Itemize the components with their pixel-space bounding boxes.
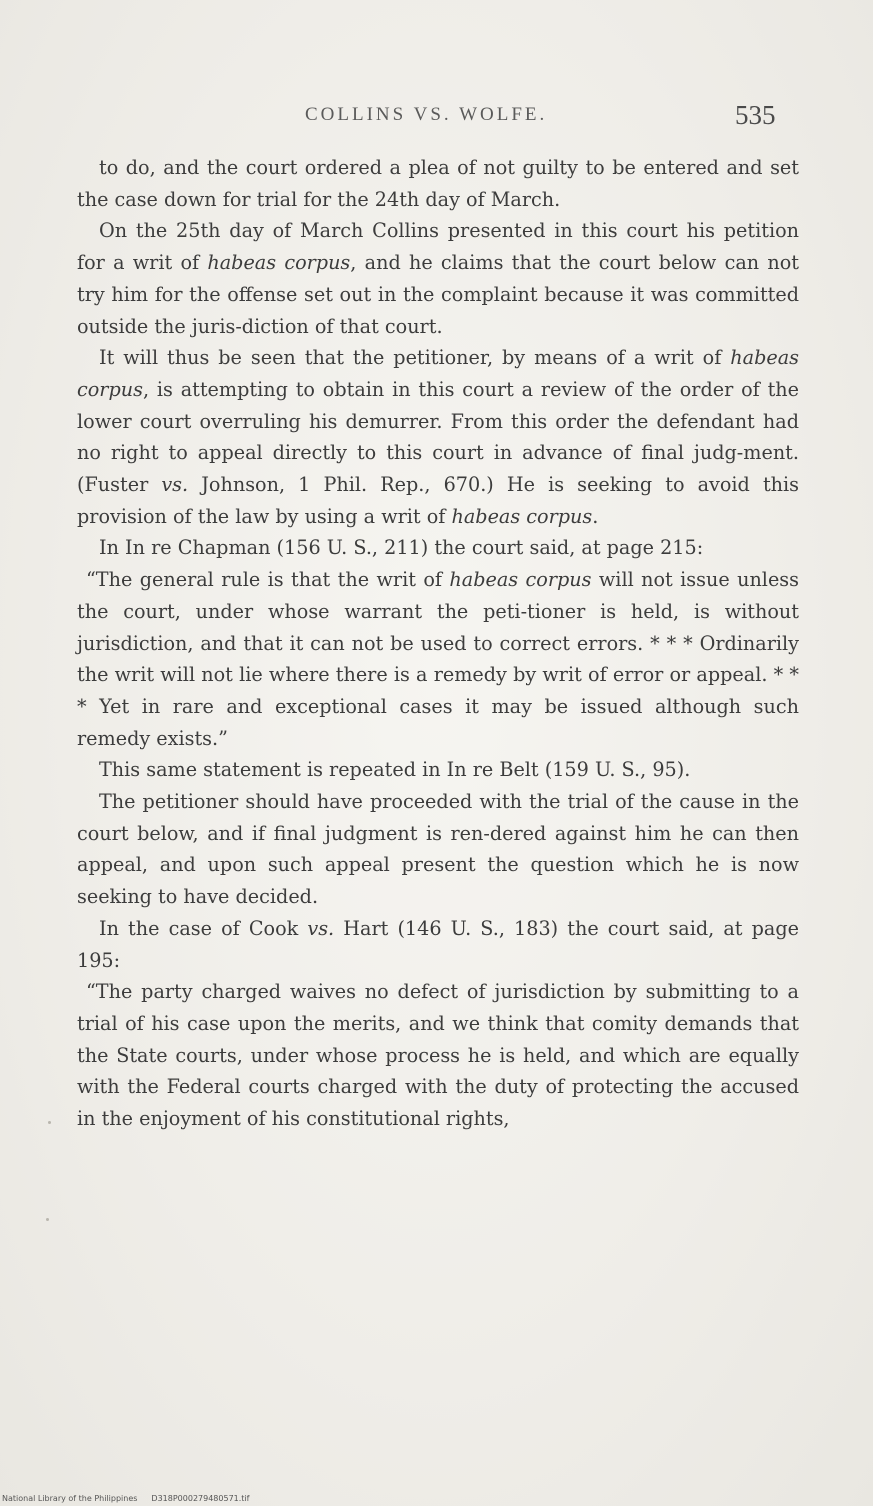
italic-text: vs. (161, 473, 189, 497)
italic-text: habeas corpus (451, 504, 593, 528)
italic-text: habeas corpus (77, 346, 799, 401)
italic-text: habeas corpus (207, 251, 351, 275)
scan-speck (48, 1121, 51, 1124)
body-text (77, 152, 799, 1135)
running-title: COLLINS VS. WOLFE. (305, 104, 548, 125)
scan-speck (46, 1218, 49, 1221)
paragraph-3: It will thus be seen that the petitioner, by means of a writ of habeas corpus, is attempting to obtain in this court a review of the order of the lower court overruling his demurrer. From this order the defendant had no right to appeal directly to this court in advance of final judg-ment. (Fuster vs. Johnson, 1 Phil. Rep., 670.) He is seeking to avoid this provision of the law by using a writ of habeas corpus. (77, 346, 799, 528)
paragraph-1: to do, and the court ordered a plea of not guilty to be entered and set the case down for trial for the 24th day of March. (77, 156, 799, 211)
scan-footer (2, 1494, 263, 1503)
running-head (0, 98, 873, 138)
paragraph-6: The petitioner should have proceeded with the trial of the cause in the court below, and if final judgment is ren-dered against him he can then appeal, and upon such appeal present the question which he is now seeking to have decided. (77, 790, 799, 909)
paragraph-5: This same statement is repeated in In re Belt (159 U. S., 95). (99, 758, 691, 782)
italic-text: habeas corpus (449, 568, 592, 592)
italic-text: vs. (307, 916, 335, 940)
paragraph-7: In the case of Cook vs. Hart (146 U. S., 183) the court said, at page 195: (77, 916, 799, 972)
scan-identifier: D318P000279480571.tif (151, 1494, 250, 1503)
paragraph-4: In In re Chapman (156 U. S., 211) the court said, at page 215: (99, 536, 704, 560)
page-number: 535 (735, 100, 776, 130)
block-quote-2: “The party charged waives no defect of jurisdiction by submitting to a trial of his case upon the merits, and we think that comity demands that the State courts, under whose process he is held, and which are equally with the Federal courts charged with the duty of protecting the accused in the enjoyment of his constitutional rights, (77, 980, 799, 1131)
paragraph-2: On the 25th day of March Collins presented in this court his petition for a writ of habeas corpus, and he claims that the court below can not try him for the offense set out in the complaint because it was committed outside the juris-diction of that court. (77, 219, 799, 338)
library-credit: National Library of the Philippines (2, 1494, 138, 1503)
block-quote-1: “The general rule is that the writ of habeas corpus will not issue unless the court, under whose warrant the peti-tioner is held, is without jurisdiction, and that it can not be used to correct errors. * * * Ordinarily the writ will not lie where there is a remedy by writ of error or appeal. * * * Yet in rare and exceptional cases it may be issued although such remedy exists.” (77, 568, 799, 750)
